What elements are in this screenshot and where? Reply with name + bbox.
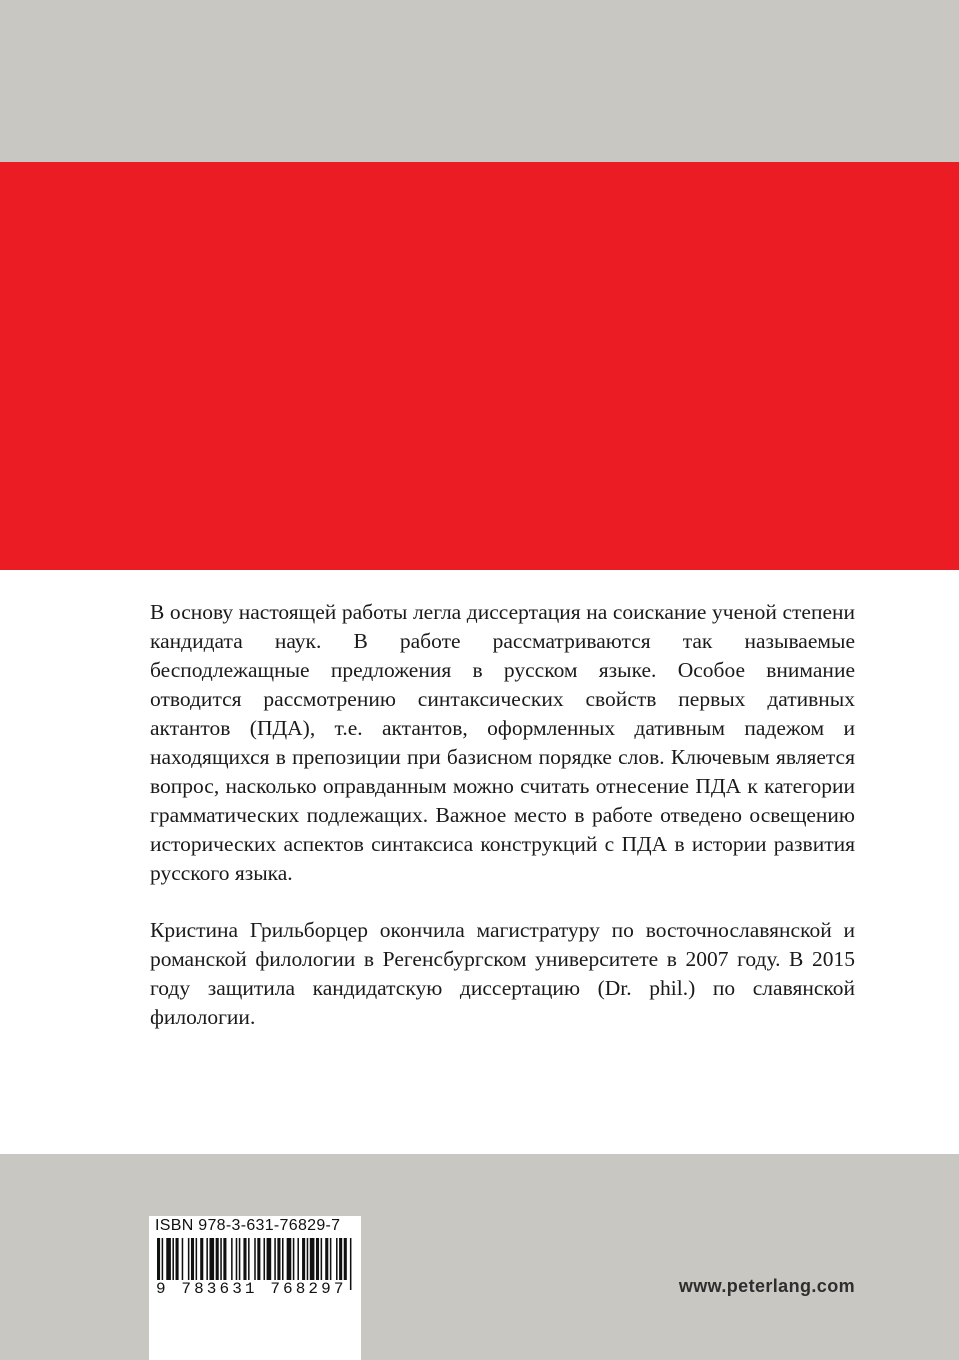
barcode-digits: 9 783631 768297 <box>156 1280 347 1298</box>
isbn-barcode-block <box>149 1216 361 1360</box>
top-gray-band <box>0 0 959 162</box>
barcode-bar <box>350 1238 352 1290</box>
bottom-gray-band <box>0 1154 959 1360</box>
publisher-url: www.peterlang.com <box>678 1276 855 1296</box>
author-bio: Кристина Грильборцер окончила магистратуру по восточнославянской и романской филологии в Регенсбургском университете в 2007 году. В 2015 году защитила кандидатскую диссертацию (Dr. phil.) по славянской филологии. <box>150 918 855 1029</box>
red-color-block <box>0 162 959 570</box>
book-abstract: В основу настоящей работы легла диссертация на соискание ученой степени кандидата наук. В работе рассматриваются так называемые бесподлежащные предложения в русском языке. Особое внимание отводится рассмотрению синтаксических свойств первых дативных актантов (ПДА), т.е. актантов, оформленных дативным падежом и находящихся в препозиции при базисном порядке слов. Ключевым является вопрос, насколько оправданным можно считать отнесение ПДА к категории грамматических подлежащих. Важное место в работе отведено освещению исторических аспектов синтаксиса конструкций с ПДА в истории развития русского языка. <box>150 600 855 885</box>
isbn-label: ISBN 978-3-631-76829-7 <box>155 1217 341 1234</box>
